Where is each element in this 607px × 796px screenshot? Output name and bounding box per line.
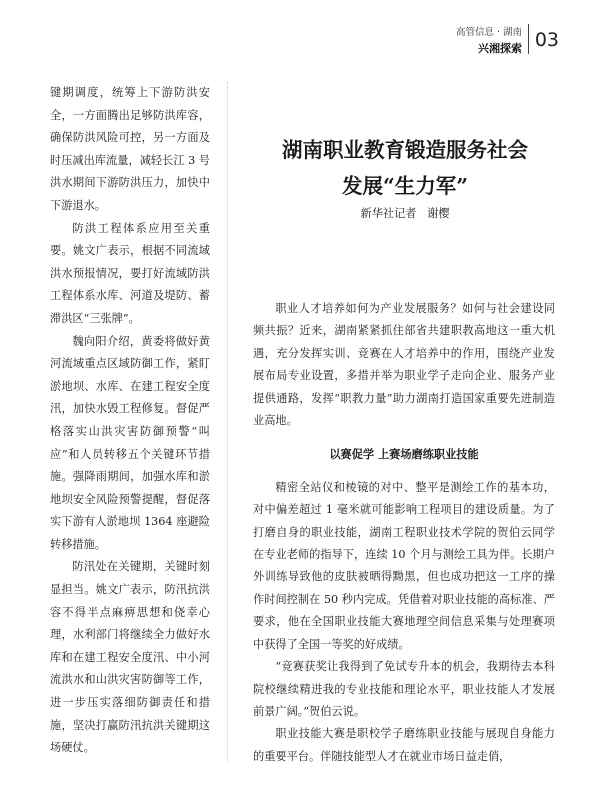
left-paragraph-4: 防汛处在关键期，关键时刻显担当。姚文广表示，防汛抗洪容不得半点麻痹思想和侥幸心理，水利部门将继续全力做好水库和在建工程安全度汛、中小河流洪水和山洪灾害防御等工作，进一步压实落细防御责任和措施，坚决打赢防汛抗洪关键期这场硬仗。 [50,560,210,755]
header-column-name: 兴湘探索 [478,42,522,55]
article-title [255,132,555,204]
header-divider [528,24,529,54]
left-column-continued-text [50,82,210,760]
section-subheading: 以赛促学 上赛场磨练职业技能 [329,448,479,462]
left-paragraph-2: 防洪工程体系应用至关重要。姚文广表示，根据不同流域洪水预报情况，要打好流域防洪工程体系水库、河道及堤防、蓄滞洪区“三张牌”。 [50,221,210,325]
article-title-line-2: 发展“生力军” [341,174,469,198]
article-title-line-1: 湖南职业教育锻造服务社会 [282,138,528,162]
left-paragraph-3: 魏向阳介绍，黄委将做好黄河流域重点区域防御工作，紧盯淤地坝、水库、在建工程安全度汛，加快水毁工程修复。督促严格落实山洪灾害防御预警“叫应”和人员转移五个关键环节措施。强降雨期间，加强水库和淤地坝安全风险预警提醒，督促落实下游有人淤地坝 1364 座避险转移措施。 [50,334,210,551]
column-divider [227,82,228,762]
page-number: 03 [534,29,559,51]
article-intro-paragraph: 职业人才培养如何为产业发展服务？如何与社会建设同频共振？近来，湖南紧紧抓住部省共建职教高地这一重大机遇，充分发挥实训、竞赛在人才培养中的作用，围绕产业发展布局专业设置，多措并举为职业学子走向企业、服务产业提供通路，发挥“职教力量”助力湖南打造国家重要先进制造业高地。 [253,302,555,428]
article-body [253,298,555,768]
body-paragraph-2: “竞赛获奖让我得到了免试专升本的机会，我期待去本科院校继续精进我的专业技能和理论水平，职业技能人才发展前景广阔。”贺伯云说。 [253,660,555,718]
header-section-label: 高管信息 · 湖南 [455,27,522,38]
running-header [407,20,557,60]
body-paragraph-1: 精密全站仪和棱镜的对中、整平是测绘工作的基本功，对中偏差超过 1 毫米就可能影响工程项目的建设质量。为了打磨自身的职业技能，湖南工程职业技术学院的贺伯云同学在专业老师的指导下，连续 10 个月与测绘工具为伴。长期户外训练导致他的皮肤被晒得黝黑，但也成功把这一工序的操作时间控制在 50 秒内完成。凭借着对职业技能的高标准、严要求，他在全国职业技能大赛地理空间信息采集与处理赛项中获得了全国一等奖的好成绩。 [253,480,555,651]
article-byline: 新华社记者 谢樱 [360,207,450,220]
body-paragraph-3: 职业技能大赛是职校学子磨练职业技能与展现自身能力的重要平台。伴随技能型人才在就业市场日益走俏， [253,727,555,763]
left-paragraph-1: 键期调度，统筹上下游防洪安全，一方面腾出足够防洪库容，确保防洪风险可控，另一方面及时压减出库流量，减轻长江 3 号洪水期间下游防洪压力，加快中下游退水。 [50,86,210,212]
